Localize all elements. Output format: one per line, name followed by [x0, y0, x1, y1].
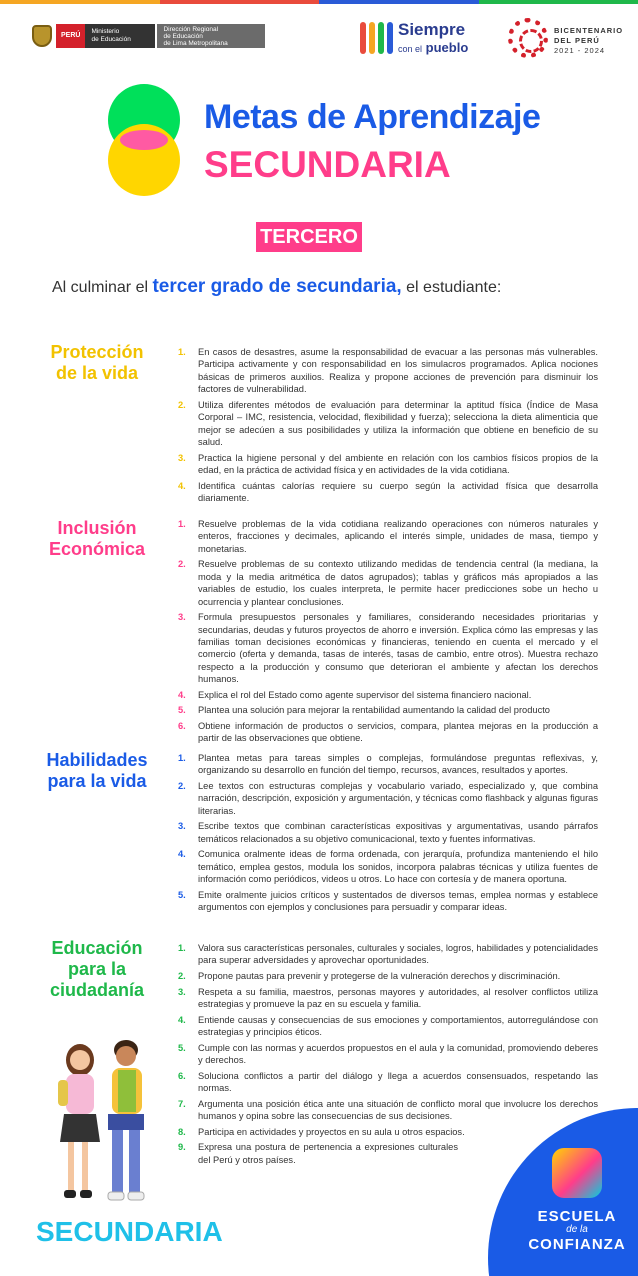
bicentenario-ring-icon [508, 18, 548, 58]
siempre-text: Siempre [398, 20, 466, 39]
page-subtitle: SECUNDARIA [204, 144, 451, 185]
bicentenario-line: BICENTENARIO [554, 26, 624, 35]
section-title-line: Educación [51, 938, 143, 958]
dre-line: de Lima Metropolitana [163, 40, 228, 47]
list-item [178, 346, 598, 396]
section-list-proteccion [178, 346, 598, 508]
section-title-line: para la [67, 959, 127, 979]
pueblo-word: pueblo [425, 40, 469, 55]
item-number: 1. [178, 753, 186, 763]
item-number: 2. [178, 399, 186, 410]
list-item [178, 820, 598, 845]
pueblo-text [398, 40, 468, 55]
item-number: 3. [178, 821, 186, 832]
item-number: 3. [178, 452, 186, 463]
item-number: 4. [178, 1014, 186, 1025]
escuela-line: ESCUELA [537, 1208, 617, 1225]
item-number: 5. [178, 1042, 186, 1053]
section-title-ciudadania [38, 938, 156, 1001]
intro-highlight: tercer grado de secundaria, [152, 276, 402, 297]
item-text: Formula presupuestos personales y familiares, considerando necesidades prioritarias y secundarias, deudas y futuros proyectos de ahorro e inversión. Explica cómo las empresas y las familias toman decisiones económicas y financieras, teniendo en cuenta el mercado y el comercio (oferta y demanda, tasas de interés, tasas de cambio, entre otros). Muestra rechazo respecto a la producción y consumo que deterioran el ambiente y afectan los derechos humanos. [198, 612, 598, 685]
list-item [178, 518, 598, 555]
item-text: En casos de desastres, asume la responsabilidad de evacuar a las personas más vulnerables. Participa activamente y con responsabilidad en los simulacros programados. Aplica nociones básicas de primeros auxilios. Realiza y propone acciones de prevención para disminuir los factores de vulnerabilidad. [198, 347, 598, 395]
section-list-ciudadania [178, 942, 598, 1169]
students-illustration-icon [52, 1030, 160, 1210]
footer-level-title: SECUNDARIA [36, 1216, 223, 1247]
intro-sentence [52, 276, 501, 298]
item-number: 3. [178, 612, 186, 623]
item-number: 9. [178, 1142, 186, 1153]
section-list-habilidades [178, 752, 598, 917]
section-title-line: Habilidades [46, 750, 148, 770]
item-number: 4. [178, 689, 186, 700]
item-text: Entiende causas y consecuencias de sus emociones y comportamientos, autorregulándose con estrategias y principios éticos. [198, 1014, 598, 1037]
pink-overlap-decoration [120, 130, 168, 150]
item-text: Escribe textos que combinan características expositivas y argumentativas, usando párrafos temáticos relacionados a su objetivo comunicacional, texto y fuentes informativas. [198, 821, 598, 844]
section-title-line: Inclusión [57, 518, 137, 538]
item-text: Cumple con las normas y acuerdos propuestos en el aula y la comunidad, promoviendo deberes y derechos. [198, 1042, 598, 1065]
top-color-bar [0, 0, 638, 4]
section-title-habilidades [38, 750, 156, 792]
list-item [178, 970, 598, 982]
ministry-line: Ministerio [91, 28, 120, 35]
item-text: Practica la higiene personal y del ambiente en relación con los cambios físicos propios de la edad, en la práctica de actividad física y en actividades de la vida cotidiana. [198, 452, 598, 476]
item-number: 1. [178, 347, 186, 357]
item-text: Utiliza diferentes métodos de evaluación para determinar la aptitud física (Índice de Masa Corporal – IMC, resistencia, velocidad, flexibilidad y fuerza); selecciona la dieta alimenticia que mejor se adecúen a sus posibilidades y utiliza la información que obtiene en beneficio de su salud. [198, 399, 598, 448]
item-number: 4. [178, 480, 186, 491]
list-item [178, 611, 598, 685]
item-number: 1. [178, 943, 186, 953]
top-bar-segment [0, 0, 160, 4]
top-bar-segment [160, 0, 320, 4]
section-title-proteccion [38, 342, 156, 384]
list-item [178, 1070, 598, 1095]
list-item [178, 399, 598, 449]
item-text: Resuelve problemas de su contexto utilizando medidas de tendencia central (la mediana, la moda y la media aritmética de datos agrupados); tablas y gráficos más apropiados a las variables de estudio, los cuales interpreta, le permite hacer predicciones sobe un hecho u ocurrencia y plantear conclusiones. [198, 559, 598, 607]
item-number: 2. [178, 559, 186, 570]
item-number: 6. [178, 1070, 186, 1081]
con-el-text: con el [398, 44, 423, 54]
section-title-line: de la vida [55, 363, 139, 383]
item-text: Expresa una postura de pertenencia a expresiones culturales del Perú y otros países. [198, 1142, 458, 1165]
escuela-line: de la [566, 1224, 588, 1235]
item-number: 4. [178, 849, 186, 860]
item-text: Resuelve problemas de la vida cotidiana realizando operaciones con números naturales y enteros, fracciones y decimales, aplicando el interés simple, unidades de masa, tiempo y monetarias. [198, 519, 598, 554]
top-bar-segment [479, 0, 638, 4]
item-text: Emite oralmente juicios críticos y sustentados de diversos temas, emplea normas y establece argumentos con ejemplos y conclusiones para persuadir y comparar ideas. [198, 889, 598, 913]
people-columns-icon [360, 18, 394, 58]
item-number: 2. [178, 781, 186, 791]
item-text: Obtiene información de productos o servicios, compara, plantea mejoras en la producción a partir de las observaciones que obtiene. [198, 721, 598, 744]
list-item [178, 1098, 598, 1123]
bicentenario-line: DEL PERÚ [554, 36, 600, 45]
list-item [178, 752, 598, 777]
item-text: Plantea metas para tareas simples o complejas, formulándose preguntas reflexivas, y, organizando su desarrollo en función del tiempo, recursos, avances, resultados y aportes. [198, 753, 598, 776]
item-number: 8. [178, 1126, 186, 1137]
item-text: Argumenta una posición ética ante una situación de conflicto moral que involucre los derechos humanos y opina sobre las consecuencias de sus decisiones. [198, 1098, 598, 1121]
top-bar-segment [319, 0, 479, 4]
dre-line: de Educación [163, 33, 203, 40]
dre-label [157, 24, 265, 48]
item-text: Plantea una solución para mejorar la rentabilidad aumentando la calidad del producto [198, 705, 550, 716]
list-item [178, 689, 598, 701]
item-text: Identifica cuántas calorías requiere su cuerpo según la actividad física que desarrolla diariamente. [198, 480, 598, 504]
bicentenario-logo [508, 18, 628, 62]
item-text: Soluciona conflictos a partir del diálogo y llega a acuerdos consensuados, respetando las normas. [198, 1070, 598, 1093]
list-item [178, 558, 598, 608]
section-title-inclusion [38, 518, 156, 560]
item-text: Lee textos con estructuras complejas y vocabulario variado, especializado y, que combina narración, descripción, exposición y argumentación, y técnicas como flashback y algunas figuras literarias. [198, 781, 598, 816]
escuela-line: CONFIANZA [528, 1236, 626, 1253]
intro-text: Al culminar el [52, 279, 153, 296]
peru-crest-icon [32, 25, 52, 47]
peru-label: PERÚ [56, 24, 85, 48]
section-title-line: Económica [48, 539, 146, 559]
item-text: Propone pautas para prevenir y protegerse de la vulneración derechos y discriminación. [198, 971, 561, 981]
siempre-con-el-pueblo-logo [360, 18, 480, 58]
list-item [178, 780, 598, 817]
item-text: Participa en actividades y proyectos en su aula u otros espacios. [198, 1126, 465, 1137]
list-item [178, 452, 598, 477]
section-title-line: ciudadanía [49, 980, 145, 1000]
ministry-label [85, 24, 155, 48]
item-number: 2. [178, 971, 186, 981]
list-item [178, 942, 598, 967]
grade-badge: TERCERO [256, 222, 362, 252]
section-list-inclusion [178, 518, 598, 748]
list-item [178, 480, 598, 505]
list-item [178, 720, 598, 745]
list-item [178, 1042, 598, 1067]
hands-heart-icon [552, 1148, 602, 1198]
item-number: 5. [178, 705, 186, 716]
list-item [178, 986, 598, 1011]
item-number: 7. [178, 1098, 186, 1109]
minedu-logo [32, 24, 265, 48]
item-text: Comunica oralmente ideas de forma ordenada, con jerarquía, profundiza manteniendo el hilo temático, emplea gestos, modula los sonidos, incorpora palabras técnicas y utiliza fuentes de información como periódicos, videos u otros. Lo hace con cortesía y de manera oportuna. [198, 849, 598, 885]
list-item [178, 1014, 598, 1039]
intro-text: el estudiante: [401, 279, 502, 296]
section-title-line: Protección [50, 342, 144, 362]
list-item [178, 889, 598, 914]
section-title-line: para la vida [47, 771, 147, 791]
list-item [178, 848, 598, 885]
item-number: 5. [178, 889, 186, 900]
item-number: 1. [178, 519, 186, 529]
list-item [178, 704, 598, 716]
item-text: Valora sus características personales, culturales y sociales, logros, habilidades y potencialidades para superar adversidades y aprovechar oportunidades. [198, 943, 598, 966]
item-text: Respeta a su familia, maestros, personas mayores y autoridades, al resolver conflictos utiliza estrategias y promueve la paz en su escuela y familia. [198, 986, 598, 1009]
bicentenario-years: 2021 - 2024 [554, 46, 606, 55]
ministry-line: de Educación [91, 36, 131, 43]
dre-line: Dirección Regional [163, 26, 219, 33]
list-item [178, 1126, 598, 1138]
item-number: 6. [178, 721, 186, 732]
item-number: 3. [178, 986, 186, 997]
item-text: Explica el rol del Estado como agente supervisor del sistema financiero nacional. [198, 689, 532, 700]
page-title: Metas de Aprendizaje [204, 98, 541, 136]
